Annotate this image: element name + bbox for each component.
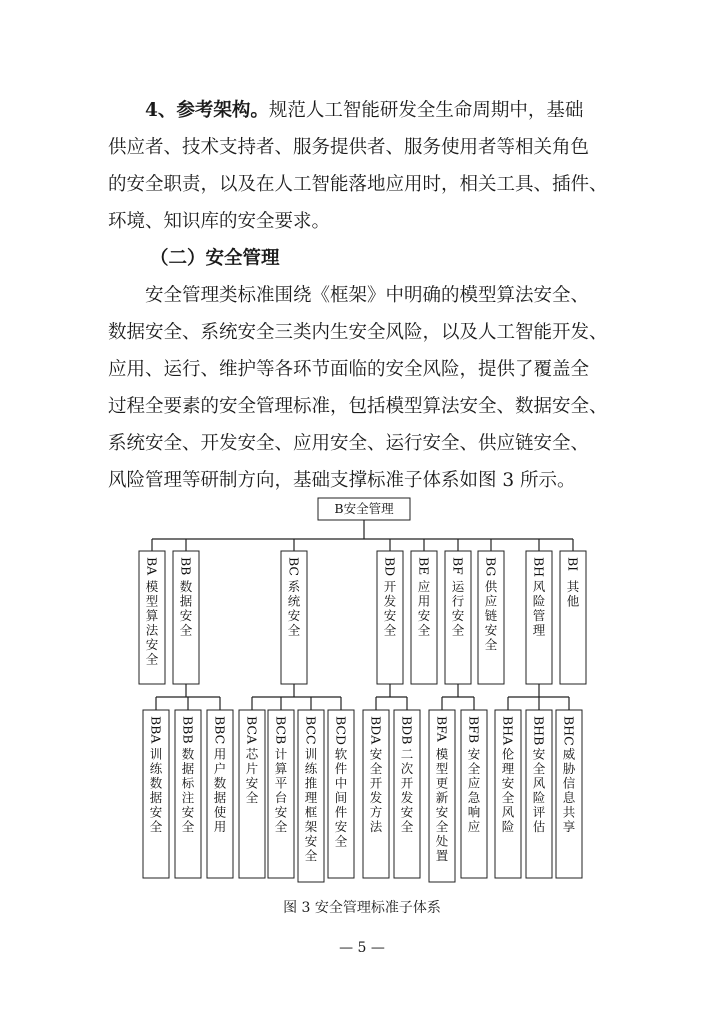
node-bc-char: 安 xyxy=(287,608,301,623)
node-bca-char: 芯 xyxy=(245,746,259,762)
node-bcc-char: 理 xyxy=(304,790,318,805)
node-bcc-char: 安 xyxy=(304,833,318,849)
node-bg-char: 安 xyxy=(484,622,498,638)
node-bd-char: 开 xyxy=(383,579,397,594)
node-bfb-code: BFB xyxy=(466,716,482,744)
node-bfa-code: BFA xyxy=(434,716,450,742)
node-bfa-char: 更 xyxy=(435,775,449,791)
node-ba-char: 型 xyxy=(145,593,159,609)
node-bc-char: 统 xyxy=(287,593,301,609)
node-bdb-char: 发 xyxy=(400,790,414,805)
node-bcc-char: 推 xyxy=(304,775,318,791)
node-bba-char: 训 xyxy=(149,746,163,762)
node-bcd-char: 中 xyxy=(334,775,348,791)
node-bcb-char: 安 xyxy=(274,804,288,820)
node-bhc-code: BHC xyxy=(561,716,577,746)
node-bbc-char: 据 xyxy=(213,790,227,805)
node-bb-char: 全 xyxy=(179,622,193,638)
text-line: 安全管理类标准围绕《框架》中明确的模型算法安全、 xyxy=(145,285,590,306)
node-ba-char: 法 xyxy=(145,622,159,638)
node-bca-char: 全 xyxy=(245,790,259,805)
node-bcd-char: 安 xyxy=(334,819,348,834)
node-bcb-char: 平 xyxy=(274,775,288,791)
node-bc-code: BC xyxy=(286,557,302,576)
node-bha-code: BHA xyxy=(500,716,516,746)
node-bcd-char: 软 xyxy=(334,746,348,762)
node-bda-char: 法 xyxy=(369,819,383,834)
node-bhb-char: 险 xyxy=(532,790,546,805)
node-bdb-char: 全 xyxy=(400,819,414,834)
node-ba-char: 算 xyxy=(145,608,159,623)
node-bbc-char: 使 xyxy=(213,804,227,820)
text-line: 的安全职责，以及在人工智能落地应用时，相关工具、插件、 xyxy=(108,174,608,195)
node-bcc-char: 训 xyxy=(304,746,318,762)
text-line: 4、参考架构。规范人工智能研发全生命周期中，基础 xyxy=(145,100,584,121)
text-line: 过程全要素的安全管理标准，包括模型算法安全、数据安全、 xyxy=(108,396,608,417)
node-bcb-char: 台 xyxy=(274,790,288,805)
node-bcc-char: 框 xyxy=(304,804,318,820)
node-bbc-char: 数 xyxy=(213,775,227,791)
node-be-char: 全 xyxy=(417,622,431,638)
node-bhb-char: 评 xyxy=(532,804,546,820)
node-bf-code: BF xyxy=(450,557,466,575)
node-ba-code: BA xyxy=(144,557,160,576)
node-bbb-char: 据 xyxy=(181,761,195,776)
node-bi-char: 他 xyxy=(566,593,580,609)
section-heading: （二）安全管理 xyxy=(150,248,280,269)
node-bg-char: 供 xyxy=(484,579,498,594)
node-bha-char: 风 xyxy=(501,804,515,820)
node-bda-char: 安 xyxy=(369,746,383,762)
node-bh-char: 理 xyxy=(532,622,546,638)
node-ba-char: 安 xyxy=(145,637,159,652)
node-bhb-char: 估 xyxy=(532,819,546,834)
node-bfb-char: 全 xyxy=(467,761,481,776)
node-ba-char: 模 xyxy=(145,579,159,594)
node-bcd-char: 间 xyxy=(334,790,348,805)
node-bhb-char: 全 xyxy=(532,761,546,776)
node-bb-code: BB xyxy=(178,557,194,576)
node-bhc-char: 享 xyxy=(562,819,576,834)
node-bcc-char: 全 xyxy=(304,848,318,863)
node-bg-char: 全 xyxy=(484,637,498,652)
node-be-code: BE xyxy=(416,557,432,576)
text-line: 风险管理等研制方向，基础支撑标准子体系如图 3 所示。 xyxy=(108,470,576,491)
node-bba-char: 据 xyxy=(149,790,163,805)
node-bda-char: 发 xyxy=(369,790,383,805)
node-bha-char: 险 xyxy=(501,819,515,834)
node-bd-char: 发 xyxy=(383,593,397,609)
node-bdb-code: BDB xyxy=(399,716,415,745)
node-bbb-char: 注 xyxy=(181,790,195,805)
node-bcd-code: BCD xyxy=(333,716,349,746)
node-bh-char: 管 xyxy=(532,608,546,623)
root-label: B安全管理 xyxy=(334,501,394,516)
node-bcc-char: 架 xyxy=(304,819,318,834)
node-bda-char: 开 xyxy=(369,775,383,791)
node-bhc-char: 胁 xyxy=(562,761,576,776)
node-bfb-char: 响 xyxy=(467,804,481,820)
node-bf-char: 全 xyxy=(451,622,465,638)
node-bba-char: 安 xyxy=(149,804,163,820)
node-bg-char: 链 xyxy=(484,608,498,623)
node-bd-char: 全 xyxy=(383,622,397,638)
node-bba-char: 数 xyxy=(149,775,163,791)
node-bba-char: 全 xyxy=(149,819,163,834)
node-bdb-char: 二 xyxy=(400,746,414,762)
node-bbb-char: 标 xyxy=(181,775,195,791)
node-ba-char: 全 xyxy=(145,651,159,667)
node-bcb-code: BCB xyxy=(273,716,289,745)
node-bcd-char: 件 xyxy=(334,804,348,820)
node-bfb-char: 急 xyxy=(467,790,481,805)
node-bhb-char: 风 xyxy=(532,775,546,791)
node-bf-char: 行 xyxy=(451,593,465,609)
node-bb-char: 据 xyxy=(179,593,193,609)
node-bcd-char: 全 xyxy=(334,833,348,849)
text-line: 应用、运行、维护等各环节面临的安全风险，提供了覆盖全 xyxy=(108,359,590,380)
node-bca-char: 安 xyxy=(245,775,259,791)
node-bbc-char: 用 xyxy=(213,819,227,834)
node-bda-code: BDA xyxy=(368,716,384,745)
node-bh-code: BH xyxy=(531,557,547,578)
node-bc-char: 系 xyxy=(287,579,301,594)
node-bfa-char: 模 xyxy=(435,746,449,762)
node-bda-char: 方 xyxy=(369,804,383,820)
node-bfa-char: 新 xyxy=(435,790,449,805)
node-bg-char: 应 xyxy=(484,593,498,609)
node-bbc-char: 户 xyxy=(213,761,227,776)
node-be-char: 用 xyxy=(417,593,431,609)
node-bhc-char: 共 xyxy=(562,804,576,820)
node-bhc-char: 息 xyxy=(562,790,576,805)
node-bfb-char: 应 xyxy=(467,775,481,791)
node-bh-char: 险 xyxy=(532,593,546,609)
node-bha-char: 伦 xyxy=(501,746,515,762)
node-bfa-char: 全 xyxy=(435,819,449,834)
node-bg-code: BG xyxy=(483,557,499,577)
node-bfb-char: 安 xyxy=(467,746,481,762)
node-bba-char: 练 xyxy=(149,761,163,776)
node-bbc-char: 用 xyxy=(213,746,227,762)
node-bda-char: 全 xyxy=(369,761,383,776)
node-bcc-char: 练 xyxy=(304,761,318,776)
node-bdb-char: 安 xyxy=(400,804,414,820)
node-bfa-char: 型 xyxy=(435,761,449,776)
text-line: 数据安全、系统安全三类内生安全风险，以及人工智能开发、 xyxy=(108,322,608,343)
node-bbc-code: BBC xyxy=(212,716,228,745)
node-bb-char: 安 xyxy=(179,608,193,623)
node-bha-char: 理 xyxy=(501,761,515,776)
node-be-char: 应 xyxy=(417,579,431,594)
node-bdb-char: 开 xyxy=(400,775,414,791)
node-bbb-char: 安 xyxy=(181,804,195,820)
node-bc-char: 全 xyxy=(287,622,301,638)
node-bhc-char: 信 xyxy=(562,775,576,791)
node-bdb-char: 次 xyxy=(400,761,414,776)
node-bhc-char: 威 xyxy=(562,746,576,762)
node-bca-char: 片 xyxy=(245,761,259,776)
node-bhb-code: BHB xyxy=(531,716,547,746)
node-bfa-char: 安 xyxy=(435,804,449,820)
node-be-char: 安 xyxy=(417,608,431,623)
node-bf-char: 安 xyxy=(451,608,465,623)
node-bcc-code: BCC xyxy=(303,716,319,745)
node-bi-char: 其 xyxy=(566,579,580,594)
text-line: 供应者、技术支持者、服务提供者、服务使用者等相关角色 xyxy=(108,137,590,158)
node-bcd-char: 件 xyxy=(334,761,348,776)
figure-caption: 图 3 安全管理标准子体系 xyxy=(283,900,441,916)
node-bh-char: 风 xyxy=(532,579,546,594)
node-bca-code: BCA xyxy=(244,716,260,745)
node-bba-code: BBA xyxy=(148,716,164,744)
node-bf-char: 运 xyxy=(451,579,465,594)
node-bb-char: 数 xyxy=(179,579,193,594)
item-lead: 4、参考架构。 xyxy=(145,100,269,121)
node-bd-char: 安 xyxy=(383,608,397,623)
node-bhb-char: 安 xyxy=(532,746,546,762)
page-number: — 5 — xyxy=(339,940,385,956)
node-bcb-char: 计 xyxy=(274,746,288,762)
node-bha-char: 安 xyxy=(501,775,515,791)
node-bcb-char: 全 xyxy=(274,819,288,834)
node-bbb-code: BBB xyxy=(180,716,196,744)
node-bha-char: 全 xyxy=(501,790,515,805)
node-bbb-char: 全 xyxy=(181,819,195,834)
node-bfb-char: 应 xyxy=(467,819,481,834)
text-line: 环境、知识库的安全要求。 xyxy=(108,211,331,232)
node-bd-code: BD xyxy=(382,557,398,577)
node-bi-code: BI xyxy=(565,557,581,572)
text-line: 系统安全、开发安全、应用安全、运行安全、供应链安全、 xyxy=(108,433,590,454)
node-bcb-char: 算 xyxy=(274,761,288,776)
node-bbb-char: 数 xyxy=(181,746,195,762)
node-bfa-char: 处 xyxy=(435,833,449,849)
node-bfa-char: 置 xyxy=(435,848,449,863)
